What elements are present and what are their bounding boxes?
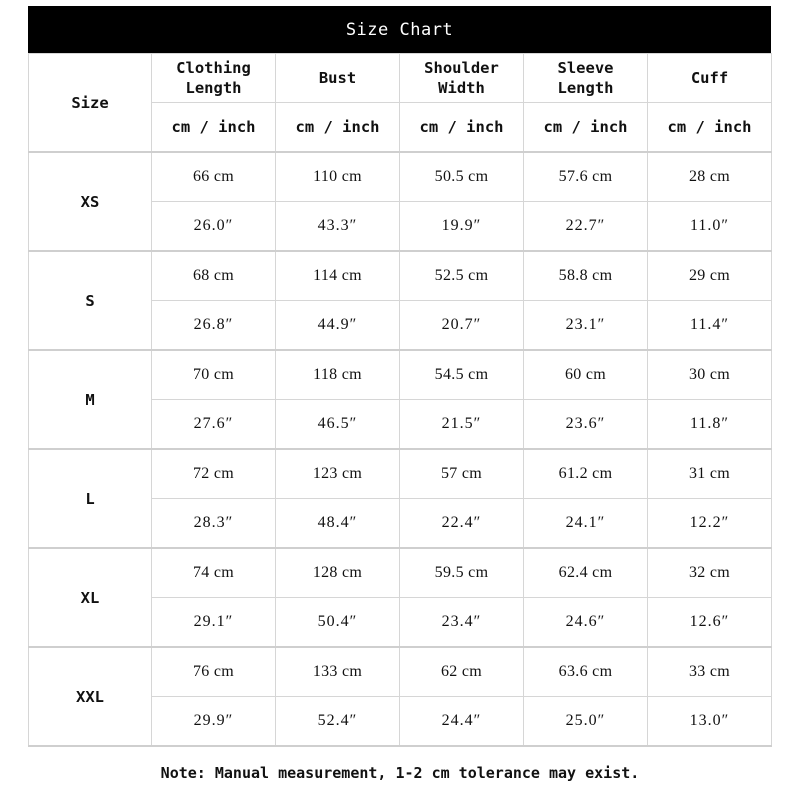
cm-value: 31 cm — [648, 449, 772, 499]
cm-value: 57 cm — [400, 449, 524, 499]
inch-value: 23.4″ — [400, 598, 524, 648]
inch-value: 28.3″ — [152, 499, 276, 549]
unit-label: cm / inch — [524, 103, 648, 153]
inch-value: 43.3″ — [276, 202, 400, 252]
cm-value: 52.5 cm — [400, 251, 524, 301]
column-header: Shoulder Width — [400, 54, 524, 103]
inch-value: 27.6″ — [152, 400, 276, 450]
cm-value: 50.5 cm — [400, 152, 524, 202]
cm-value: 60 cm — [524, 350, 648, 400]
inch-value: 20.7″ — [400, 301, 524, 351]
inch-value: 48.4″ — [276, 499, 400, 549]
inch-value: 26.8″ — [152, 301, 276, 351]
inch-value: 46.5″ — [276, 400, 400, 450]
size-header: Size — [29, 54, 152, 153]
unit-label: cm / inch — [648, 103, 772, 153]
inch-value: 12.2″ — [648, 499, 772, 549]
column-header: Bust — [276, 54, 400, 103]
cm-value: 128 cm — [276, 548, 400, 598]
cm-value: 114 cm — [276, 251, 400, 301]
cm-value: 62.4 cm — [524, 548, 648, 598]
inch-value: 25.0″ — [524, 697, 648, 747]
inch-value: 23.6″ — [524, 400, 648, 450]
inch-value: 29.9″ — [152, 697, 276, 747]
cm-value: 28 cm — [648, 152, 772, 202]
inch-value: 22.7″ — [524, 202, 648, 252]
table-row — [29, 350, 772, 400]
size-table — [28, 53, 772, 799]
inch-value: 24.1″ — [524, 499, 648, 549]
size-label: S — [29, 251, 152, 350]
unit-label: cm / inch — [400, 103, 524, 153]
cm-value: 72 cm — [152, 449, 276, 499]
cm-value: 74 cm — [152, 548, 276, 598]
inch-value: 24.4″ — [400, 697, 524, 747]
cm-value: 29 cm — [648, 251, 772, 301]
inch-value: 52.4″ — [276, 697, 400, 747]
cm-value: 66 cm — [152, 152, 276, 202]
inch-value: 11.8″ — [648, 400, 772, 450]
cm-value: 62 cm — [400, 647, 524, 697]
column-header: Clothing Length — [152, 54, 276, 103]
cm-value: 133 cm — [276, 647, 400, 697]
cm-value: 33 cm — [648, 647, 772, 697]
inch-value: 19.9″ — [400, 202, 524, 252]
note-text: Note: Manual measurement, 1-2 cm tolerance may exist. — [29, 746, 772, 799]
size-label: M — [29, 350, 152, 449]
inch-value: 26.0″ — [152, 202, 276, 252]
cm-value: 118 cm — [276, 350, 400, 400]
cm-value: 32 cm — [648, 548, 772, 598]
cm-value: 30 cm — [648, 350, 772, 400]
size-chart — [28, 6, 771, 799]
cm-value: 110 cm — [276, 152, 400, 202]
column-header: Sleeve Length — [524, 54, 648, 103]
cm-value: 76 cm — [152, 647, 276, 697]
inch-value: 44.9″ — [276, 301, 400, 351]
cm-value: 123 cm — [276, 449, 400, 499]
inch-value: 13.0″ — [648, 697, 772, 747]
table-row — [29, 251, 772, 301]
cm-value: 59.5 cm — [400, 548, 524, 598]
inch-value: 50.4″ — [276, 598, 400, 648]
table-row — [29, 449, 772, 499]
cm-value: 57.6 cm — [524, 152, 648, 202]
size-label: XS — [29, 152, 152, 251]
cm-value: 70 cm — [152, 350, 276, 400]
cm-value: 61.2 cm — [524, 449, 648, 499]
cm-value: 63.6 cm — [524, 647, 648, 697]
unit-label: cm / inch — [276, 103, 400, 153]
cm-value: 68 cm — [152, 251, 276, 301]
table-row — [29, 647, 772, 697]
cm-value: 58.8 cm — [524, 251, 648, 301]
inch-value: 11.0″ — [648, 202, 772, 252]
chart-title: Size Chart — [28, 6, 771, 53]
inch-value: 11.4″ — [648, 301, 772, 351]
inch-value: 23.1″ — [524, 301, 648, 351]
cm-value: 54.5 cm — [400, 350, 524, 400]
size-label: XXL — [29, 647, 152, 746]
unit-label: cm / inch — [152, 103, 276, 153]
inch-value: 29.1″ — [152, 598, 276, 648]
table-row — [29, 152, 772, 202]
table-row — [29, 548, 772, 598]
inch-value: 24.6″ — [524, 598, 648, 648]
size-label: XL — [29, 548, 152, 647]
inch-value: 22.4″ — [400, 499, 524, 549]
inch-value: 21.5″ — [400, 400, 524, 450]
column-header: Cuff — [648, 54, 772, 103]
size-label: L — [29, 449, 152, 548]
inch-value: 12.6″ — [648, 598, 772, 648]
